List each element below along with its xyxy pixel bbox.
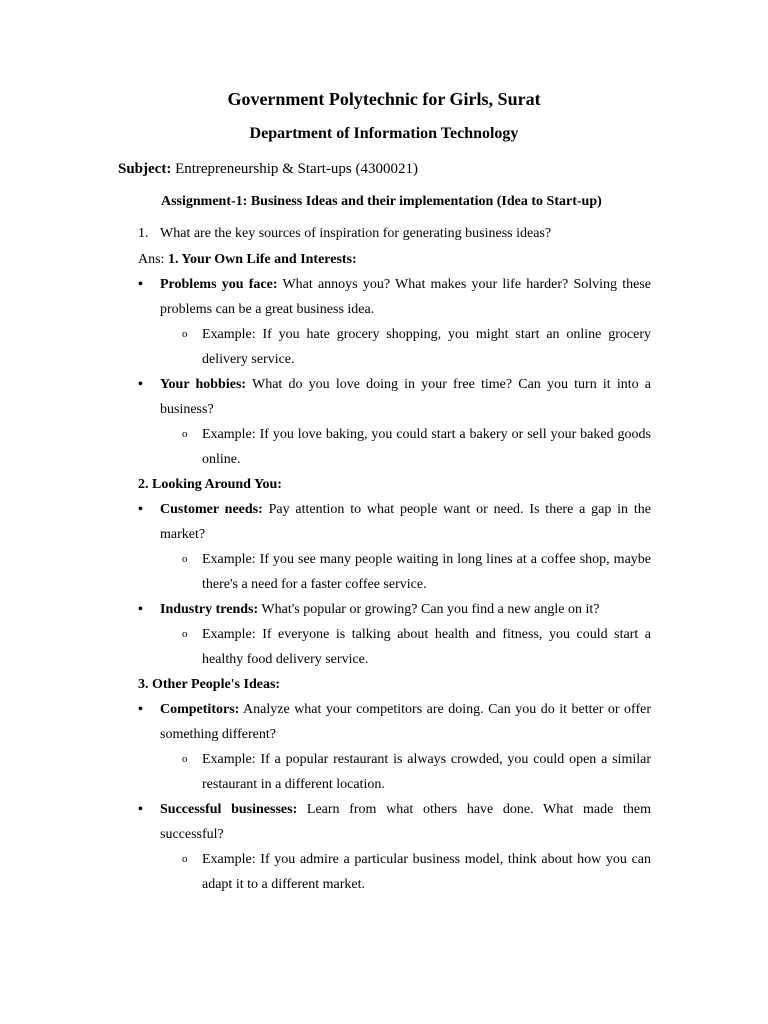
subject-line <box>118 161 418 178</box>
list-item <box>138 797 651 847</box>
example-text: Example: If a popular restaurant is always crowded, you could open a similar restaurant in a different location. <box>202 752 651 792</box>
item-text: Learn from what others have done. What made them successful? <box>160 802 651 842</box>
item-text: Analyze what your competitors are doing. Can you do it better or offer something different? <box>160 702 651 742</box>
example-item <box>138 747 651 797</box>
item-term: Competitors: <box>160 702 240 717</box>
assignment-heading: Assignment-1: Business Ideas and their implementation (Idea to Start-up) <box>161 194 602 209</box>
example-item <box>138 847 651 897</box>
answer-label: Ans: <box>138 252 168 267</box>
list-item <box>138 497 651 547</box>
item-term: Customer needs: <box>160 502 263 517</box>
example-item <box>138 547 651 597</box>
example-text: Example: If you admire a particular business model, think about how you can adapt it to a different market. <box>202 852 651 892</box>
answer-section-heading: 2. Looking Around You: <box>138 477 282 492</box>
item-term: Industry trends: <box>160 602 259 617</box>
bullet-icon: • <box>138 377 143 392</box>
answer-section-heading: Ans: 1. Your Own Life and Interests: <box>138 252 357 267</box>
bullet-icon: • <box>138 277 143 292</box>
circle-bullet-icon: o <box>182 553 188 565</box>
subject-label: Subject: <box>118 161 172 177</box>
question-text: What are the key sources of inspiration for generating business ideas? <box>160 226 552 241</box>
example-item <box>138 422 651 472</box>
circle-bullet-icon: o <box>182 853 188 865</box>
subject-value: Entrepreneurship & Start-ups (4300021) <box>171 161 418 177</box>
department-heading: Department of Information Technology <box>249 125 519 142</box>
item-text: Pay attention to what people want or need. Is there a gap in the market? <box>160 502 651 542</box>
bullet-icon: • <box>138 702 143 717</box>
item-text: What annoys you? What makes your life harder? Solving these problems can be a great business idea. <box>160 277 651 317</box>
list-item <box>138 372 651 422</box>
circle-bullet-icon: o <box>182 328 188 340</box>
circle-bullet-icon: o <box>182 628 188 640</box>
item-term: Your hobbies: <box>160 377 247 392</box>
circle-bullet-icon: o <box>182 753 188 765</box>
page-title: Government Polytechnic for Girls, Surat <box>227 89 541 109</box>
answer-body <box>138 247 651 897</box>
example-text: Example: If you see many people waiting in long lines at a coffee shop, maybe there's a need for a faster coffee service. <box>202 552 651 592</box>
bullet-icon: • <box>138 502 143 517</box>
list-item <box>138 697 651 747</box>
bullet-icon: • <box>138 802 143 817</box>
question-1 <box>138 226 551 242</box>
answer-section-heading: 3. Other People's Ideas: <box>138 677 281 692</box>
circle-bullet-icon: o <box>182 428 188 440</box>
list-item <box>138 597 651 622</box>
item-term: Successful businesses: <box>160 802 298 817</box>
list-item <box>138 272 651 322</box>
item-text: What do you love doing in your free time? Can you turn it into a business? <box>160 377 651 417</box>
example-text: Example: If you love baking, you could start a bakery or sell your baked goods online. <box>202 427 651 467</box>
example-text: Example: If you hate grocery shopping, you might start an online grocery delivery service. <box>202 327 651 367</box>
item-text: What's popular or growing? Can you find a new angle on it? <box>258 602 600 617</box>
example-text: Example: If everyone is talking about health and fitness, you could start a healthy food delivery service. <box>202 627 651 667</box>
example-item <box>138 622 651 672</box>
example-item <box>138 322 651 372</box>
item-term: Problems you face: <box>160 277 278 292</box>
bullet-icon: • <box>138 602 143 617</box>
question-number: 1. <box>138 226 149 241</box>
